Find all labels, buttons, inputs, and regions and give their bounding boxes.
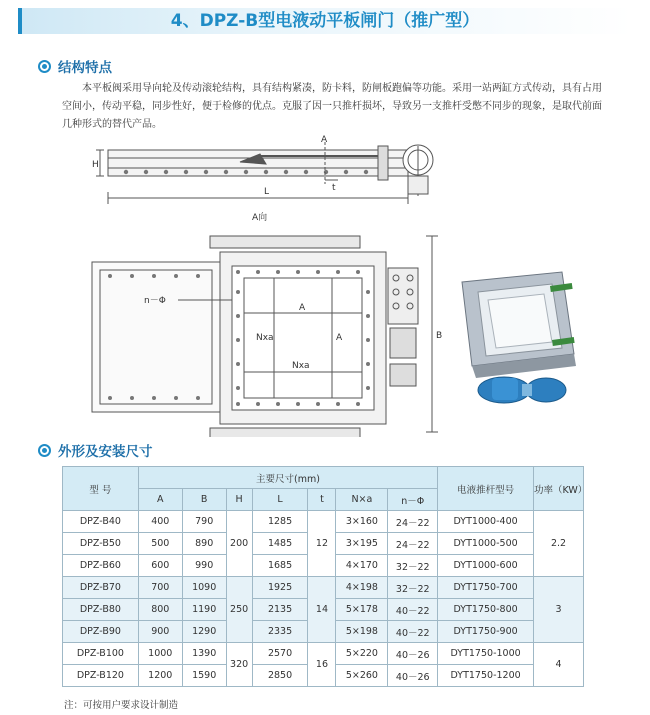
cell-power: 4 (533, 643, 583, 687)
header-h: H (226, 489, 252, 511)
label-a-top: A (321, 135, 328, 145)
cell-nphi: 40－22 (388, 599, 438, 621)
label-a-height: A (336, 333, 343, 343)
cell-actuator: DYT1750-700 (438, 577, 534, 599)
cell-a: 600 (138, 555, 182, 577)
section-heading-structure (38, 56, 112, 76)
cell-model: DPZ-B40 (63, 511, 139, 533)
cell-nphi: 40－26 (388, 665, 438, 687)
cell-h: 200 (226, 511, 252, 577)
cell-h: 320 (226, 643, 252, 687)
cell-a: 1000 (138, 643, 182, 665)
cell-b: 990 (182, 555, 226, 577)
header-model: 型 号 (63, 467, 139, 511)
cell-nxa: 3×195 (336, 533, 388, 555)
cell-nxa: 5×220 (336, 643, 388, 665)
cell-b: 1390 (182, 643, 226, 665)
cell-nxa: 5×178 (336, 599, 388, 621)
cell-b: 790 (182, 511, 226, 533)
header-t: t (308, 489, 336, 511)
cell-b: 1190 (182, 599, 226, 621)
dimensions-table (62, 466, 588, 687)
cell-a: 800 (138, 599, 182, 621)
cell-t: 12 (308, 511, 336, 577)
table-row (63, 577, 584, 599)
label-nxa-horizontal: Nxa (292, 361, 310, 371)
cell-l: 1485 (252, 533, 308, 555)
cell-power: 2.2 (533, 511, 583, 577)
header-actuator: 电液推杆型号 (438, 467, 534, 511)
cell-a: 700 (138, 577, 182, 599)
technical-drawing (70, 132, 450, 437)
cell-t: 14 (308, 577, 336, 643)
cell-nphi: 24－22 (388, 511, 438, 533)
cell-l: 1285 (252, 511, 308, 533)
cell-actuator: DYT1000-600 (438, 555, 534, 577)
label-l: L (264, 187, 270, 197)
footnote: 注：可按用户要求设计制造 (64, 700, 179, 711)
section-heading-label: 结构特点 (58, 60, 112, 76)
label-t: t (332, 183, 336, 193)
cell-actuator: DYT1750-900 (438, 621, 534, 643)
section-heading-dimensions (38, 440, 153, 460)
cell-b: 1290 (182, 621, 226, 643)
header-b: B (182, 489, 226, 511)
label-nxa-vertical: Nxa (256, 333, 274, 343)
cell-b: 1090 (182, 577, 226, 599)
cell-model: DPZ-B100 (63, 643, 139, 665)
cell-l: 2135 (252, 599, 308, 621)
cell-l: 1685 (252, 555, 308, 577)
header-nphi: n－Φ (388, 489, 438, 511)
cell-b: 890 (182, 533, 226, 555)
label-a-width: A (299, 303, 306, 313)
cell-actuator: DYT1750-800 (438, 599, 534, 621)
cell-power: 3 (533, 577, 583, 643)
cell-nxa: 4×170 (336, 555, 388, 577)
cell-h: 250 (226, 577, 252, 643)
cell-nxa: 5×260 (336, 665, 388, 687)
label-b: B (436, 331, 443, 341)
cell-l: 2335 (252, 621, 308, 643)
cell-nphi: 40－22 (388, 621, 438, 643)
cell-actuator: DYT1750-1000 (438, 643, 534, 665)
cell-model: DPZ-B50 (63, 533, 139, 555)
header-power: 功率（KW） (533, 467, 583, 511)
bullet-icon (38, 60, 51, 73)
product-photo (452, 262, 582, 422)
cell-a: 400 (138, 511, 182, 533)
bullet-icon (38, 444, 51, 457)
cell-nphi: 40－26 (388, 643, 438, 665)
cell-nphi: 32－22 (388, 577, 438, 599)
cell-a: 500 (138, 533, 182, 555)
cell-l: 1925 (252, 577, 308, 599)
cell-nxa: 4×198 (336, 577, 388, 599)
header-l: L (252, 489, 308, 511)
cell-model: DPZ-B60 (63, 555, 139, 577)
header-a: A (138, 489, 182, 511)
section-heading-label: 外形及安装尺寸 (58, 444, 153, 460)
table-row (63, 511, 584, 533)
label-n-phi: n－Φ (144, 296, 166, 306)
header-nxa: N×a (336, 489, 388, 511)
header-main-dims: 主要尺寸(mm) (138, 467, 437, 489)
cell-l: 2570 (252, 643, 308, 665)
cell-nxa: 5×198 (336, 621, 388, 643)
cell-nxa: 3×160 (336, 511, 388, 533)
cell-b: 1590 (182, 665, 226, 687)
cell-nphi: 24－22 (388, 533, 438, 555)
cell-actuator: DYT1750-1200 (438, 665, 534, 687)
cell-a: 900 (138, 621, 182, 643)
cell-model: DPZ-B70 (63, 577, 139, 599)
label-view-a: A向 (252, 213, 268, 223)
cell-t: 16 (308, 643, 336, 687)
cell-model: DPZ-B80 (63, 599, 139, 621)
cell-actuator: DYT1000-400 (438, 511, 534, 533)
label-h: H (92, 160, 99, 170)
table-row (63, 643, 584, 665)
cell-model: DPZ-B120 (63, 665, 139, 687)
cell-a: 1200 (138, 665, 182, 687)
structure-description: 本平板阀采用导向轮及传动滚轮结构，具有结构紧凑，防卡料，防闸板跑偏等功能。采用一站两缸方式传动，具有占用空间小，传动平稳，同步性好，便于检修的优点。克服了因一只推杆损坏，导致另一支推杆受憋不同步的现象，是取代前面几种形式的替代产品。 (62, 83, 602, 130)
cell-actuator: DYT1000-500 (438, 533, 534, 555)
cell-l: 2850 (252, 665, 308, 687)
page-title: 4、DPZ-B型电液动平板闸门（推广型） (170, 11, 480, 31)
cell-nphi: 32－22 (388, 555, 438, 577)
cell-model: DPZ-B90 (63, 621, 139, 643)
